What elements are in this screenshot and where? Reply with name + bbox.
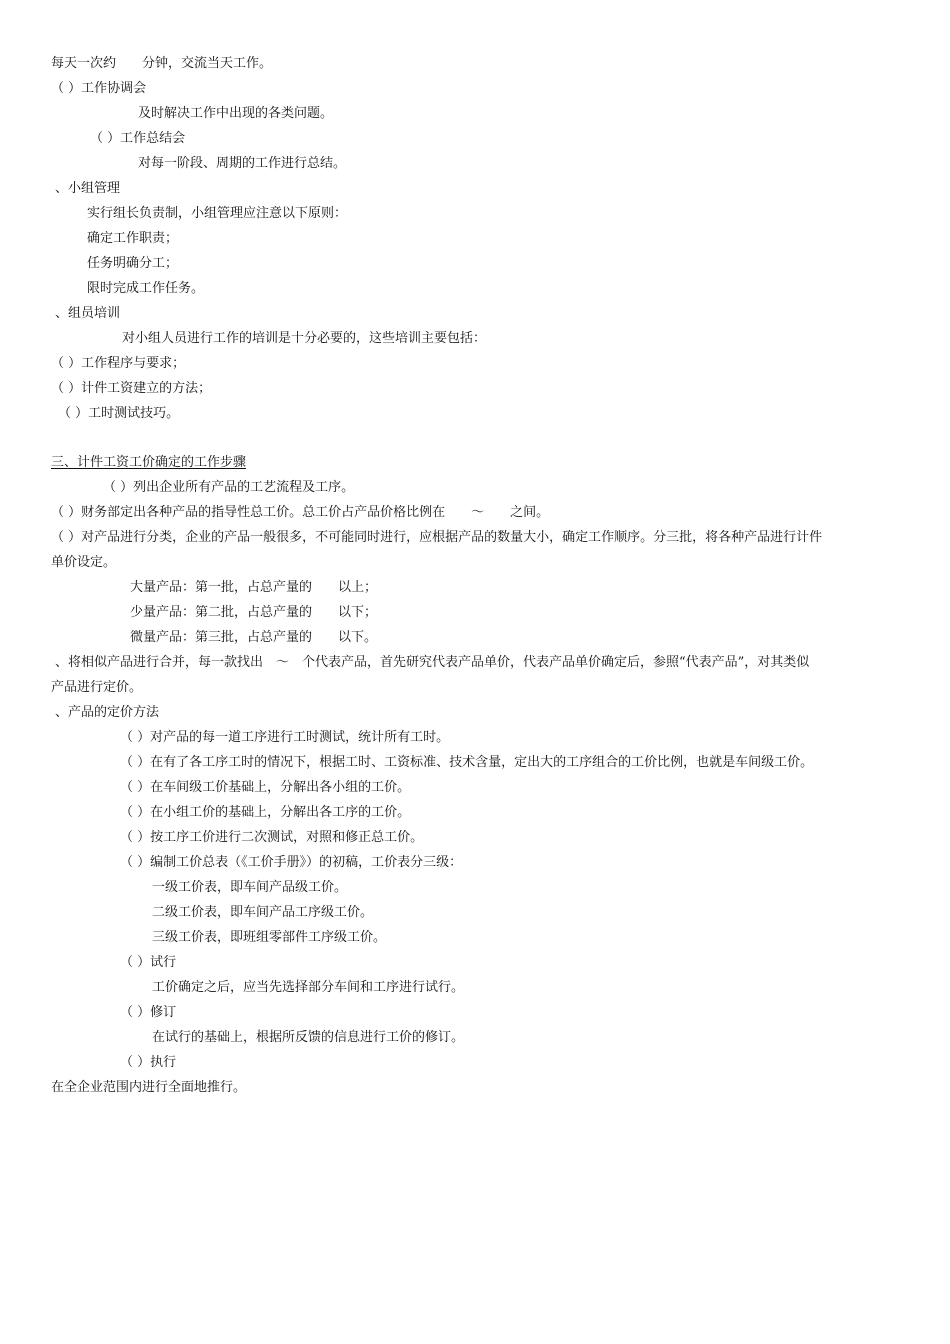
text-line: 、将相似产品进行合并，每一款找出 ～ 个代表产品，首先研究代表产品单价，代表产品单价确定后，参照“代表产品”，对其类似 — [55, 655, 810, 670]
section-heading: 、产品的定价方法 — [55, 705, 160, 720]
text-line: （ ）财务部定出各种产品的指导性总工价。总工价占产品价格比例在 ～ 之间。 — [51, 505, 550, 520]
text-line: （ ）对产品进行分类，企业的产品一般很多，不可能同时进行，应根据产品的数量大小，确定工作顺序。分三批，将各种产品进行计件 — [51, 530, 823, 545]
text-line: 每天一次约 分钟，交流当天工作。 — [51, 56, 273, 71]
text-line: 限时完成工作任务。 — [87, 281, 205, 296]
text-line: （ ）修订 — [120, 1005, 177, 1020]
text-line: 大量产品：第一批，占总产量的 以上； — [130, 580, 378, 595]
text-line: 微量产品：第三批，占总产量的 以下。 — [130, 630, 378, 645]
text-line: 二级工价表，即车间产品工序级工价。 — [152, 905, 374, 920]
text-line: 少量产品：第二批，占总产量的 以下； — [130, 605, 378, 620]
text-line: （ ）执行 — [120, 1055, 177, 1070]
text-line: （ ）工作程序与要求； — [51, 356, 186, 371]
chapter-heading: 三、计件工资工价确定的工作步骤 — [51, 455, 247, 470]
text-line: 任务明确分工； — [87, 256, 179, 271]
text-line: （ ）工时测试技巧。 — [58, 406, 180, 421]
text-line: 对每一阶段、周期的工作进行总结。 — [138, 156, 347, 171]
text-line: （ ）按工序工价进行二次测试，对照和修正总工价。 — [120, 830, 424, 845]
text-line: 确定工作职责； — [87, 231, 179, 246]
text-line: 及时解决工作中出现的各类问题。 — [138, 106, 334, 121]
text-line: （ ）对产品的每一道工序进行工时测试，统计所有工时。 — [120, 730, 450, 745]
text-line: （ ）编制工价总表（《工价手册》）的初稿，工价表分三级： — [120, 855, 463, 870]
text-line: 对小组人员进行工作的培训是十分必要的，这些培训主要包括： — [122, 331, 487, 346]
text-line: （ ）在小组工价的基础上，分解出各工序的工价。 — [120, 805, 411, 820]
text-line: 工价确定之后，应当先选择部分车间和工序进行试行。 — [152, 980, 465, 995]
text-line: 实行组长负责制，小组管理应注意以下原则： — [87, 206, 348, 221]
text-line: （ ）工作总结会 — [90, 131, 186, 146]
text-line: 在试行的基础上，根据所反馈的信息进行工价的修订。 — [152, 1030, 465, 1045]
text-line: （ ）计件工资建立的方法； — [51, 381, 212, 396]
section-heading: 、小组管理 — [55, 181, 121, 196]
text-line: 三级工价表，即班组零部件工序级工价。 — [152, 930, 387, 945]
text-line: （ ）工作协调会 — [51, 81, 147, 96]
text-line: 单价设定。 — [51, 555, 117, 570]
text-line: （ ）在车间级工价基础上，分解出各小组的工价。 — [120, 780, 411, 795]
text-line: 一级工价表，即车间产品级工价。 — [152, 880, 348, 895]
text-line: （ ）试行 — [120, 955, 177, 970]
text-line: （ ）在有了各工序工时的情况下，根据工时、工资标准、技术含量，定出大的工序组合的工价比例，也就是车间级工价。 — [120, 755, 814, 770]
text-line: 在全企业范围内进行全面地推行。 — [51, 1080, 247, 1095]
section-heading: 、组员培训 — [55, 306, 121, 321]
text-line: 产品进行定价。 — [51, 680, 143, 695]
text-line: （ ）列出企业所有产品的工艺流程及工序。 — [103, 480, 355, 495]
